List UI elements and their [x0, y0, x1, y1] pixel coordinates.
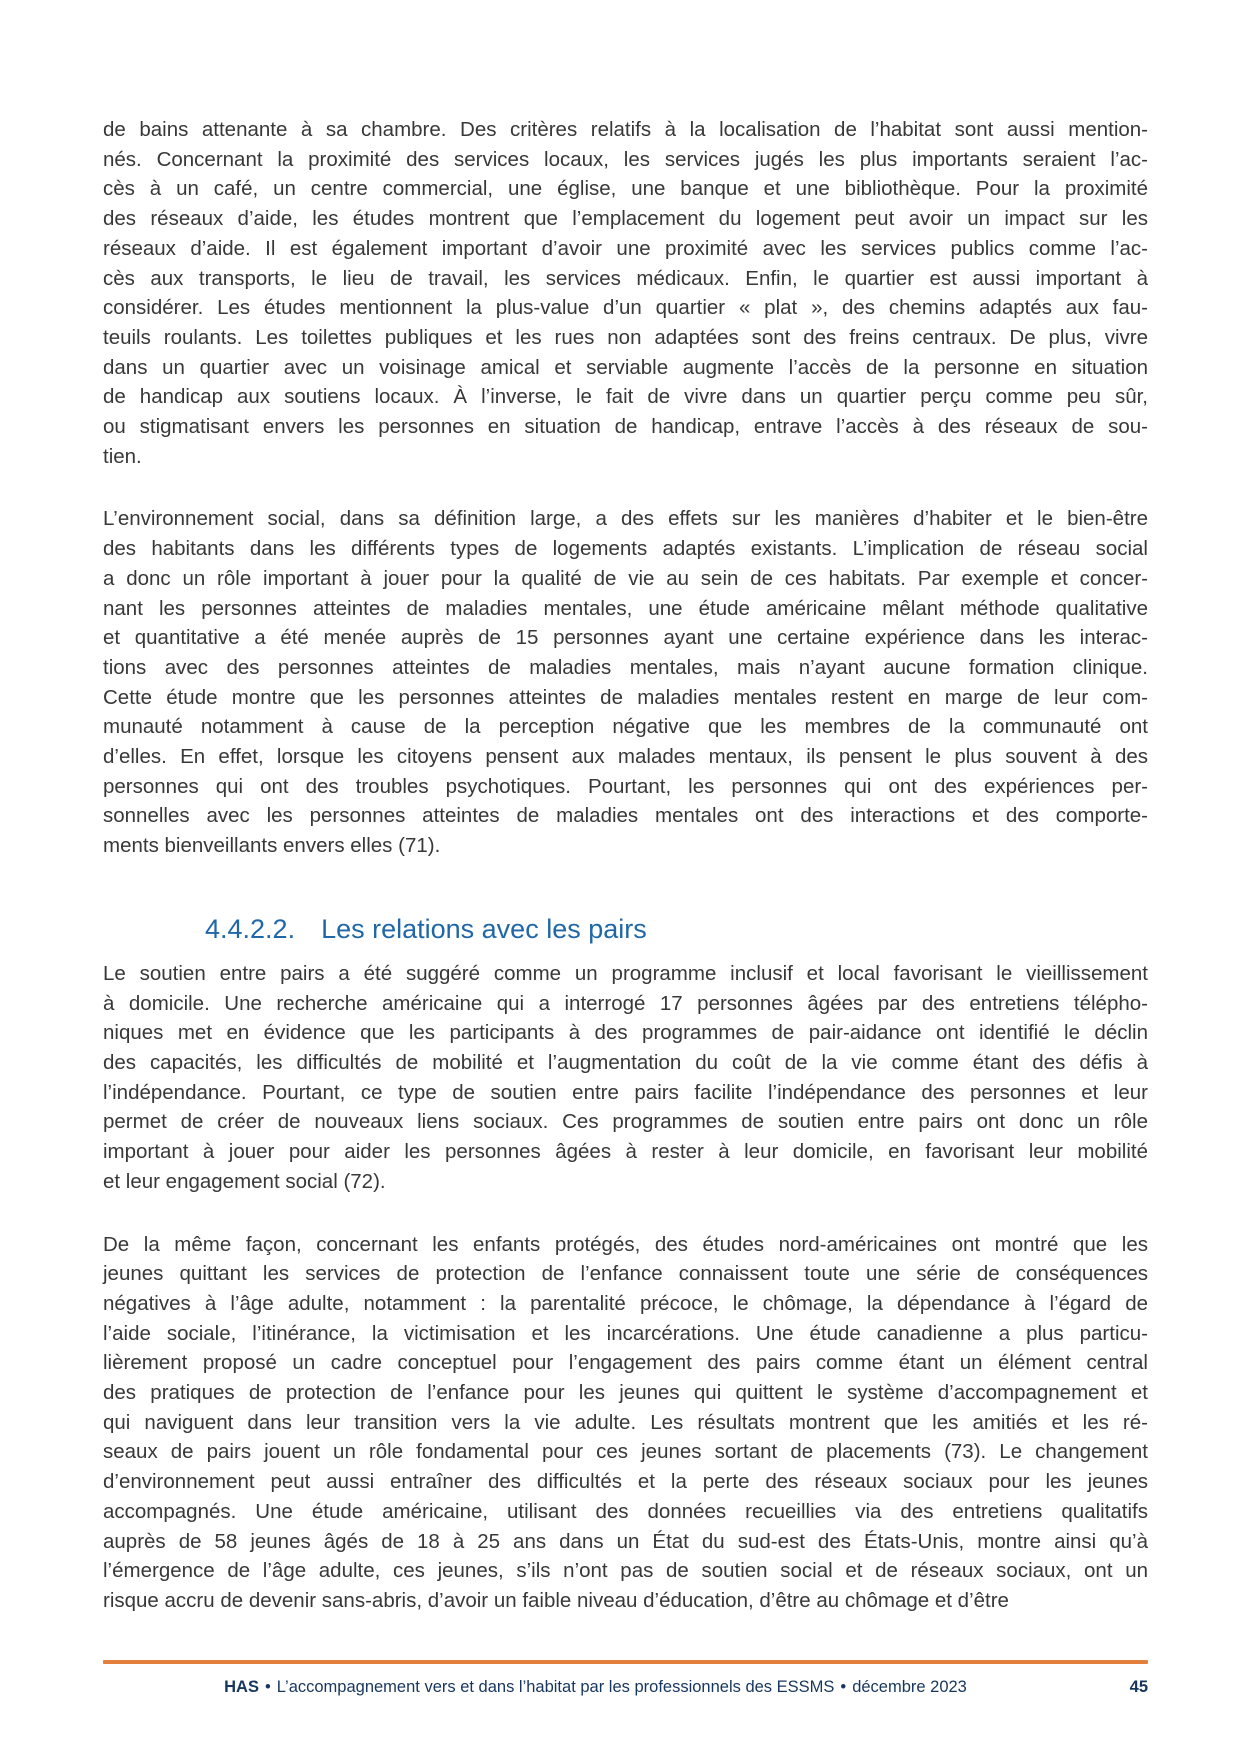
- text-line: cès à un café, un centre commercial, une église, une banque et une bibliothèque. Pour la proximité: [103, 177, 1148, 201]
- text-line: accompagnés. Une étude américaine, utilisant des données recueillies via des entretiens qualitatifs: [103, 1499, 1148, 1523]
- text-line: dans un quartier avec un voisinage amical et serviable augmente l’accès de la personne en situation: [103, 355, 1148, 379]
- text-line: et quantitative a été menée auprès de 15 personnes ayant une certaine expérience dans les interac-: [103, 626, 1148, 650]
- text-line: tions avec des personnes atteintes de maladies mentales, mais n’ayant aucune formation clinique.: [103, 655, 1148, 679]
- footer-separator: •: [840, 1678, 847, 1696]
- footer-divider: [103, 1660, 1148, 1664]
- text-line: l’émergence de l’âge adulte, ces jeunes, s’ils n’ont pas de soutien social et de réseaux sociaux, ont un: [103, 1559, 1148, 1583]
- text-line: d’elles. En effet, lorsque les citoyens pensent aux malades mentaux, ils pensent le plus souvent à des: [103, 745, 1148, 769]
- paragraph: [103, 115, 1148, 471]
- footer-document-title: L’accompagnement vers et dans l’habitat par les professionnels des ESSMS: [276, 1678, 835, 1696]
- paragraph: [103, 504, 1148, 860]
- footer-separator: •: [264, 1678, 271, 1696]
- text-line: ments bienveillants envers elles (71).: [103, 834, 441, 858]
- text-line: personnes qui ont des troubles psychotiques. Pourtant, les personnes qui ont des expériences per-: [103, 774, 1148, 798]
- text-line: auprès de 58 jeunes âgés de 18 à 25 ans dans un État du sud-est des États-Unis, montre ainsi qu’à: [103, 1529, 1148, 1553]
- text-line: important à jouer pour aider les personnes âgées à rester à leur domicile, en favorisant leur mobilité: [103, 1140, 1148, 1164]
- text-line: jeunes quittant les services de protection de l’enfance connaissent toute une série de conséquences: [103, 1262, 1148, 1286]
- text-line: des capacités, les difficultés de mobilité et l’augmentation du coût de la vie comme étant des défis à: [103, 1050, 1148, 1074]
- section-number: 4.4.2.2.: [205, 913, 296, 944]
- text-line: munauté notamment à cause de la perception négative que les membres de la communauté ont: [103, 715, 1148, 739]
- page-footer: [103, 1660, 1148, 1698]
- section-title: Les relations avec les pairs: [321, 913, 647, 944]
- text-line: Le soutien entre pairs a été suggéré comme un programme inclusif et local favorisant le vieillissement: [103, 961, 1148, 985]
- footer-org: HAS: [224, 1678, 259, 1696]
- text-line: qui naviguent dans leur transition vers la vie adulte. Les résultats montrent que les amitiés et les ré-: [103, 1410, 1148, 1434]
- text-line: l’aide sociale, l’itinérance, la victimisation et les incarcérations. Une étude canadienne a plus particu-: [103, 1321, 1148, 1345]
- text-line: réseaux d’aide. Il est également important d’avoir une proximité avec les services publics comme l’ac-: [103, 236, 1148, 260]
- text-line: d’environnement peut aussi entraîner des difficultés et la perte des réseaux sociaux pour les jeunes: [103, 1470, 1148, 1494]
- footer-date: décembre 2023: [852, 1678, 967, 1696]
- text-line: des réseaux d’aide, les études montrent que l’emplacement du logement peut avoir un impact sur les: [103, 207, 1148, 231]
- text-line: négatives à l’âge adulte, notamment : la parentalité précoce, le chômage, la dépendance à l’égard de: [103, 1291, 1148, 1315]
- text-line: de handicap aux soutiens locaux. À l’inverse, le fait de vivre dans un quartier perçu comme peu sûr,: [103, 385, 1148, 409]
- text-line: De la même façon, concernant les enfants protégés, des études nord-américaines ont montré que les: [103, 1232, 1148, 1256]
- text-line: risque accru de devenir sans-abris, d’avoir un faible niveau d’éducation, d’être au chômage et d’être: [103, 1588, 1009, 1612]
- text-line: sonnelles avec les personnes atteintes de maladies mentales ont des interactions et des comporte-: [103, 804, 1148, 828]
- document-body: [103, 115, 1148, 1649]
- text-line: a donc un rôle important à jouer pour la qualité de vie au sein de ces habitats. Par exemple et concer-: [103, 566, 1148, 590]
- text-line: seaux de pairs jouent un rôle fondamental pour ces jeunes sortant de placements (73). Le changement: [103, 1440, 1148, 1464]
- text-line: l’indépendance. Pourtant, ce type de soutien entre pairs facilite l’indépendance des personnes et leur: [103, 1080, 1148, 1104]
- text-line: Cette étude montre que les personnes atteintes de maladies mentales restent en marge de leur com-: [103, 685, 1148, 709]
- text-line: lièrement proposé un cadre conceptuel pour l’engagement des pairs comme étant un élément central: [103, 1351, 1148, 1375]
- section-heading: [103, 912, 1148, 946]
- footer-running-title: [224, 1677, 1027, 1698]
- text-line: de bains attenante à sa chambre. Des critères relatifs à la localisation de l’habitat sont aussi mention-: [103, 118, 1148, 141]
- text-line: et leur engagement social (72).: [103, 1169, 386, 1193]
- text-line: nant les personnes atteintes de maladies mentales, une étude américaine mêlant méthode qualitative: [103, 596, 1148, 620]
- text-line: considérer. Les études mentionnent la plus-value d’un quartier « plat », des chemins adaptés aux fau-: [103, 296, 1148, 320]
- text-line: L’environnement social, dans sa définition large, a des effets sur les manières d’habiter et le bien-être: [103, 507, 1148, 531]
- text-line: cès aux transports, le lieu de travail, les services médicaux. Enfin, le quartier est aussi important à: [103, 266, 1148, 290]
- text-line: des habitants dans les différents types de logements adaptés existants. L’implication de réseau social: [103, 537, 1148, 561]
- text-line: nés. Concernant la proximité des services locaux, les services jugés les plus importants seraient l’ac-: [103, 147, 1148, 171]
- text-line: permet de créer de nouveaux liens sociaux. Ces programmes de soutien entre pairs ont donc un rôle: [103, 1110, 1148, 1134]
- text-line: ou stigmatisant envers les personnes en situation de handicap, entrave l’accès à des réseaux de sou-: [103, 415, 1148, 439]
- text-line: teuils roulants. Les toilettes publiques et les rues non adaptées sont des freins centraux. De plus, vivre: [103, 325, 1148, 349]
- text-line: des pratiques de protection de l’enfance pour les jeunes qui quittent le système d’accompagnement et: [103, 1381, 1148, 1405]
- text-line: niques met en évidence que les participants à des programmes de pair-aidance ont identifié le déclin: [103, 1021, 1148, 1045]
- text-line: à domicile. Une recherche américaine qui a interrogé 17 personnes âgées par des entretiens télépho-: [103, 991, 1148, 1015]
- text-line: tien.: [103, 444, 142, 468]
- page-number: 45: [1129, 1678, 1148, 1696]
- paragraph: [103, 1230, 1148, 1616]
- paragraph: [103, 959, 1148, 1197]
